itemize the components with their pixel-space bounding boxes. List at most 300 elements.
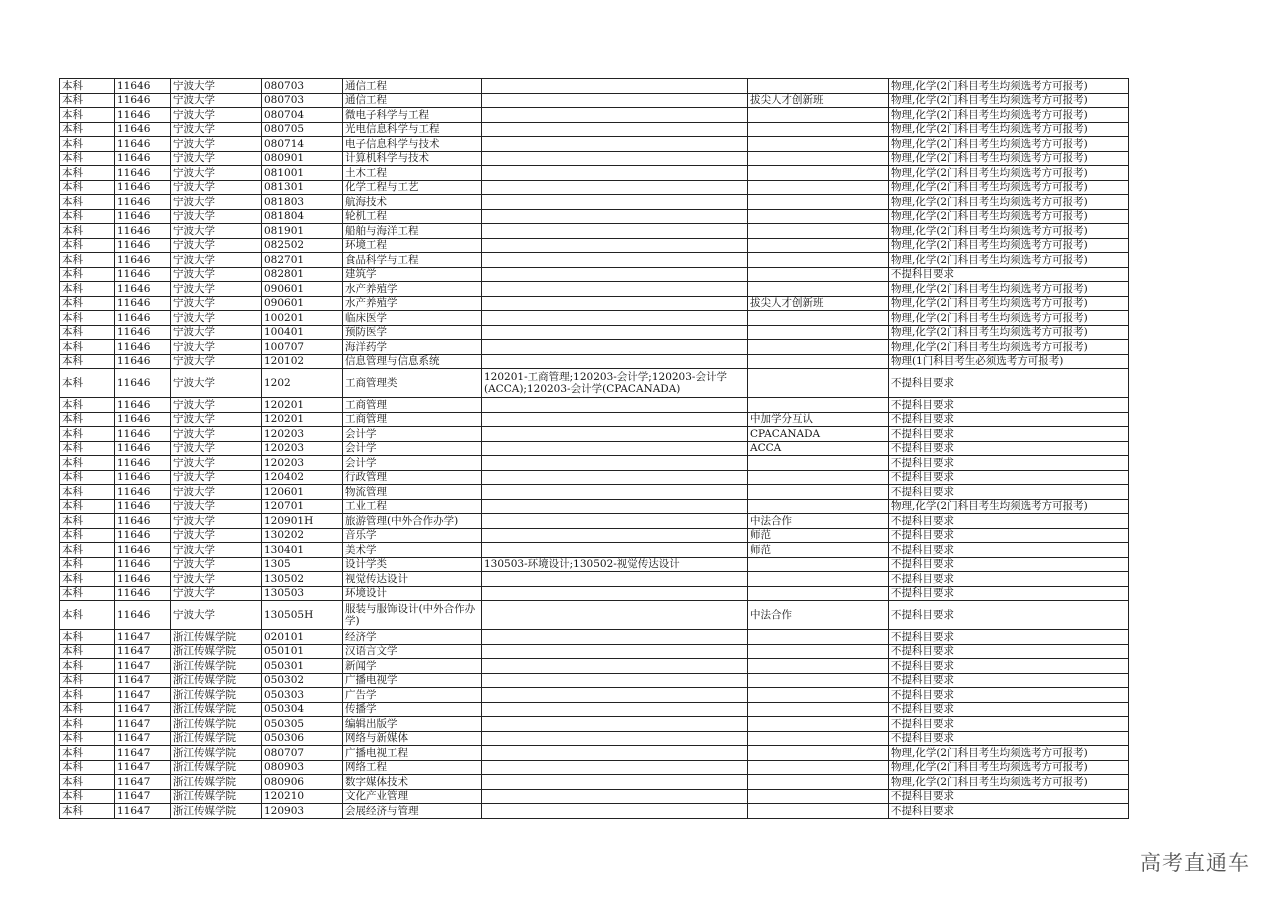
cell-major-code: 081804 [262, 209, 343, 224]
cell-remarks [748, 775, 889, 790]
cell-level: 本科 [60, 122, 115, 137]
cell-school-code: 11647 [115, 789, 171, 804]
cell-major-name: 土木工程 [343, 166, 482, 181]
cell-major-includes: 120201-工商管理;120203-会计学;120203-会计学(ACCA);120203-会计学(CPACANADA) [482, 369, 748, 398]
table-row [60, 195, 1129, 210]
table-row [60, 659, 1129, 674]
cell-school-code: 11646 [115, 354, 171, 369]
cell-school-code: 11646 [115, 166, 171, 181]
cell-subject-requirement: 不提科目要求 [889, 673, 1129, 688]
cell-subject-requirement: 物理,化学(2门科目考生均须选考方可报考) [889, 224, 1129, 239]
cell-remarks [748, 108, 889, 123]
cell-subject-requirement: 不提科目要求 [889, 470, 1129, 485]
cell-major-name: 会计学 [343, 441, 482, 456]
cell-subject-requirement: 不提科目要求 [889, 543, 1129, 558]
cell-level: 本科 [60, 731, 115, 746]
table-row [60, 470, 1129, 485]
cell-school-name: 宁波大学 [171, 456, 262, 471]
cell-school-name: 宁波大学 [171, 209, 262, 224]
cell-level: 本科 [60, 804, 115, 819]
cell-major-code: 120201 [262, 412, 343, 427]
cell-level: 本科 [60, 166, 115, 181]
cell-remarks [748, 166, 889, 181]
cell-major-includes [482, 122, 748, 137]
cell-level: 本科 [60, 485, 115, 500]
cell-remarks [748, 804, 889, 819]
cell-school-code: 11646 [115, 282, 171, 297]
cell-major-includes [482, 325, 748, 340]
cell-level: 本科 [60, 673, 115, 688]
table-row [60, 746, 1129, 761]
cell-major-name: 旅游管理(中外合作办学) [343, 514, 482, 529]
cell-level: 本科 [60, 528, 115, 543]
cell-subject-requirement: 不提科目要求 [889, 267, 1129, 282]
cell-remarks [748, 311, 889, 326]
table-row [60, 267, 1129, 282]
table-row [60, 282, 1129, 297]
cell-school-code: 11646 [115, 267, 171, 282]
cell-subject-requirement: 物理,化学(2门科目考生均须选考方可报考) [889, 282, 1129, 297]
cell-level: 本科 [60, 108, 115, 123]
cell-major-name: 水产养殖学 [343, 296, 482, 311]
cell-school-name: 宁波大学 [171, 427, 262, 442]
cell-school-name: 宁波大学 [171, 557, 262, 572]
table-row [60, 93, 1129, 108]
table-row [60, 340, 1129, 355]
cell-school-name: 宁波大学 [171, 543, 262, 558]
table-row [60, 731, 1129, 746]
cell-remarks [748, 746, 889, 761]
cell-major-name: 工商管理 [343, 412, 482, 427]
cell-major-name: 工商管理 [343, 398, 482, 413]
cell-major-includes [482, 688, 748, 703]
cell-school-code: 11647 [115, 630, 171, 645]
cell-level: 本科 [60, 427, 115, 442]
cell-subject-requirement: 不提科目要求 [889, 572, 1129, 587]
table-row [60, 238, 1129, 253]
cell-level: 本科 [60, 354, 115, 369]
cell-major-code: 120201 [262, 398, 343, 413]
cell-major-code: 130202 [262, 528, 343, 543]
cell-subject-requirement: 物理,化学(2门科目考生均须选考方可报考) [889, 775, 1129, 790]
cell-remarks [748, 557, 889, 572]
cell-school-name: 宁波大学 [171, 151, 262, 166]
cell-school-name: 浙江传媒学院 [171, 702, 262, 717]
cell-remarks [748, 238, 889, 253]
cell-subject-requirement: 物理,化学(2门科目考生均须选考方可报考) [889, 93, 1129, 108]
cell-school-code: 11646 [115, 485, 171, 500]
table-row [60, 456, 1129, 471]
cell-remarks [748, 369, 889, 398]
watermark-logo: 高考直通车 [1140, 851, 1250, 875]
cell-subject-requirement: 物理,化学(2门科目考生均须选考方可报考) [889, 122, 1129, 137]
cell-major-code: 050303 [262, 688, 343, 703]
cell-major-includes [482, 398, 748, 413]
cell-level: 本科 [60, 630, 115, 645]
table-row [60, 789, 1129, 804]
cell-major-code: 100201 [262, 311, 343, 326]
table-row [60, 775, 1129, 790]
cell-school-code: 11646 [115, 456, 171, 471]
cell-school-code: 11646 [115, 151, 171, 166]
cell-school-code: 11646 [115, 572, 171, 587]
cell-school-name: 浙江传媒学院 [171, 688, 262, 703]
cell-school-code: 11646 [115, 224, 171, 239]
cell-major-code: 1202 [262, 369, 343, 398]
cell-subject-requirement: 不提科目要求 [889, 456, 1129, 471]
cell-level: 本科 [60, 311, 115, 326]
cell-school-code: 11646 [115, 340, 171, 355]
cell-subject-requirement: 不提科目要求 [889, 586, 1129, 601]
cell-level: 本科 [60, 267, 115, 282]
cell-remarks [748, 717, 889, 732]
cell-major-name: 计算机科学与技术 [343, 151, 482, 166]
cell-school-code: 11646 [115, 412, 171, 427]
cell-school-name: 浙江传媒学院 [171, 717, 262, 732]
cell-major-name: 会计学 [343, 456, 482, 471]
table-row [60, 557, 1129, 572]
cell-level: 本科 [60, 688, 115, 703]
cell-school-code: 11646 [115, 528, 171, 543]
cell-school-code: 11646 [115, 557, 171, 572]
cell-major-name: 建筑学 [343, 267, 482, 282]
cell-school-code: 11647 [115, 702, 171, 717]
cell-school-code: 11647 [115, 746, 171, 761]
cell-major-includes [482, 528, 748, 543]
cell-major-code: 130505H [262, 601, 343, 630]
cell-school-code: 11646 [115, 398, 171, 413]
cell-school-code: 11646 [115, 209, 171, 224]
cell-major-code: 050304 [262, 702, 343, 717]
cell-major-includes [482, 209, 748, 224]
cell-remarks [748, 702, 889, 717]
cell-school-code: 11646 [115, 195, 171, 210]
cell-level: 本科 [60, 601, 115, 630]
cell-school-code: 11647 [115, 760, 171, 775]
cell-major-code: 120203 [262, 427, 343, 442]
table-row [60, 79, 1129, 94]
cell-level: 本科 [60, 775, 115, 790]
cell-level: 本科 [60, 296, 115, 311]
cell-major-includes [482, 151, 748, 166]
cell-major-name: 微电子科学与工程 [343, 108, 482, 123]
cell-subject-requirement: 物理,化学(2门科目考生均须选考方可报考) [889, 79, 1129, 94]
cell-subject-requirement: 不提科目要求 [889, 485, 1129, 500]
cell-remarks [748, 688, 889, 703]
cell-school-name: 宁波大学 [171, 325, 262, 340]
cell-school-name: 宁波大学 [171, 93, 262, 108]
cell-subject-requirement: 不提科目要求 [889, 514, 1129, 529]
cell-major-includes [482, 514, 748, 529]
cell-remarks [748, 485, 889, 500]
table-row [60, 514, 1129, 529]
cell-major-code: 050302 [262, 673, 343, 688]
cell-major-code: 120903 [262, 804, 343, 819]
cell-major-code: 082502 [262, 238, 343, 253]
cell-subject-requirement: 不提科目要求 [889, 412, 1129, 427]
cell-remarks: 拔尖人才创新班 [748, 296, 889, 311]
table-row [60, 688, 1129, 703]
cell-level: 本科 [60, 282, 115, 297]
cell-major-code: 081901 [262, 224, 343, 239]
cell-subject-requirement: 物理,化学(2门科目考生均须选考方可报考) [889, 166, 1129, 181]
cell-school-name: 宁波大学 [171, 485, 262, 500]
cell-major-name: 新闻学 [343, 659, 482, 674]
cell-major-includes [482, 717, 748, 732]
cell-major-includes [482, 746, 748, 761]
cell-level: 本科 [60, 209, 115, 224]
table-row [60, 427, 1129, 442]
cell-major-name: 电子信息科学与技术 [343, 137, 482, 152]
cell-major-code: 120901H [262, 514, 343, 529]
cell-remarks [748, 267, 889, 282]
table-row [60, 108, 1129, 123]
cell-level: 本科 [60, 224, 115, 239]
cell-school-name: 宁波大学 [171, 514, 262, 529]
cell-remarks [748, 325, 889, 340]
cell-major-code: 080703 [262, 93, 343, 108]
cell-major-includes [482, 311, 748, 326]
cell-major-includes: 130503-环境设计;130502-视觉传达设计 [482, 557, 748, 572]
cell-major-name: 环境工程 [343, 238, 482, 253]
cell-major-code: 130503 [262, 586, 343, 601]
cell-school-name: 浙江传媒学院 [171, 644, 262, 659]
table-row [60, 166, 1129, 181]
cell-school-name: 浙江传媒学院 [171, 746, 262, 761]
cell-remarks [748, 789, 889, 804]
cell-subject-requirement: 不提科目要求 [889, 702, 1129, 717]
table-row [60, 717, 1129, 732]
cell-remarks [748, 195, 889, 210]
cell-major-code: 120203 [262, 456, 343, 471]
cell-major-name: 物流管理 [343, 485, 482, 500]
cell-level: 本科 [60, 746, 115, 761]
cell-major-includes [482, 630, 748, 645]
cell-level: 本科 [60, 412, 115, 427]
table-row [60, 122, 1129, 137]
cell-subject-requirement: 不提科目要求 [889, 688, 1129, 703]
cell-school-name: 浙江传媒学院 [171, 775, 262, 790]
cell-major-name: 会计学 [343, 427, 482, 442]
cell-major-name: 美术学 [343, 543, 482, 558]
cell-remarks [748, 456, 889, 471]
cell-subject-requirement: 不提科目要求 [889, 398, 1129, 413]
cell-major-code: 081803 [262, 195, 343, 210]
cell-remarks [748, 79, 889, 94]
cell-major-includes [482, 775, 748, 790]
cell-school-name: 宁波大学 [171, 238, 262, 253]
cell-subject-requirement: 物理,化学(2门科目考生均须选考方可报考) [889, 253, 1129, 268]
cell-major-name: 预防医学 [343, 325, 482, 340]
cell-school-name: 宁波大学 [171, 224, 262, 239]
cell-major-includes [482, 79, 748, 94]
cell-school-code: 11647 [115, 659, 171, 674]
cell-school-code: 11647 [115, 673, 171, 688]
cell-remarks [748, 224, 889, 239]
cell-school-name: 宁波大学 [171, 340, 262, 355]
cell-school-name: 宁波大学 [171, 79, 262, 94]
cell-major-name: 广告学 [343, 688, 482, 703]
cell-major-name: 视觉传达设计 [343, 572, 482, 587]
cell-school-code: 11646 [115, 514, 171, 529]
cell-subject-requirement: 不提科目要求 [889, 630, 1129, 645]
cell-school-name: 浙江传媒学院 [171, 630, 262, 645]
cell-school-name: 浙江传媒学院 [171, 760, 262, 775]
cell-major-code: 130502 [262, 572, 343, 587]
cell-school-code: 11646 [115, 470, 171, 485]
cell-level: 本科 [60, 180, 115, 195]
cell-remarks [748, 398, 889, 413]
cell-school-code: 11646 [115, 296, 171, 311]
cell-remarks [748, 340, 889, 355]
cell-level: 本科 [60, 557, 115, 572]
cell-remarks: 拔尖人才创新班 [748, 93, 889, 108]
cell-school-name: 宁波大学 [171, 267, 262, 282]
cell-school-code: 11647 [115, 688, 171, 703]
cell-level: 本科 [60, 586, 115, 601]
cell-major-includes [482, 238, 748, 253]
cell-major-name: 服装与服饰设计(中外合作办学) [343, 601, 482, 630]
cell-major-includes [482, 108, 748, 123]
cell-school-code: 11646 [115, 137, 171, 152]
table-row [60, 354, 1129, 369]
table-row [60, 369, 1129, 398]
cell-major-code: 120402 [262, 470, 343, 485]
cell-school-name: 宁波大学 [171, 441, 262, 456]
cell-subject-requirement: 物理,化学(2门科目考生均须选考方可报考) [889, 137, 1129, 152]
cell-major-code: 080703 [262, 79, 343, 94]
admission-table [59, 78, 1129, 819]
cell-level: 本科 [60, 644, 115, 659]
cell-school-code: 11646 [115, 543, 171, 558]
cell-school-code: 11646 [115, 441, 171, 456]
cell-subject-requirement: 不提科目要求 [889, 804, 1129, 819]
cell-school-code: 11646 [115, 325, 171, 340]
cell-school-name: 宁波大学 [171, 398, 262, 413]
cell-major-name: 航海技术 [343, 195, 482, 210]
cell-major-code: 020101 [262, 630, 343, 645]
cell-level: 本科 [60, 514, 115, 529]
cell-major-includes [482, 644, 748, 659]
cell-school-name: 宁波大学 [171, 601, 262, 630]
cell-major-includes [482, 340, 748, 355]
cell-subject-requirement: 物理,化学(2门科目考生均须选考方可报考) [889, 340, 1129, 355]
cell-school-name: 宁波大学 [171, 166, 262, 181]
cell-major-includes [482, 354, 748, 369]
cell-remarks [748, 586, 889, 601]
cell-major-code: 050301 [262, 659, 343, 674]
cell-school-name: 宁波大学 [171, 122, 262, 137]
cell-school-name: 宁波大学 [171, 499, 262, 514]
cell-major-code: 120210 [262, 789, 343, 804]
cell-major-name: 行政管理 [343, 470, 482, 485]
cell-school-name: 宁波大学 [171, 572, 262, 587]
cell-major-code: 080714 [262, 137, 343, 152]
cell-subject-requirement: 不提科目要求 [889, 427, 1129, 442]
cell-school-code: 11646 [115, 253, 171, 268]
cell-major-code: 050101 [262, 644, 343, 659]
cell-level: 本科 [60, 543, 115, 558]
cell-subject-requirement: 不提科目要求 [889, 731, 1129, 746]
cell-level: 本科 [60, 702, 115, 717]
cell-school-name: 宁波大学 [171, 296, 262, 311]
cell-major-includes [482, 673, 748, 688]
cell-school-code: 11647 [115, 717, 171, 732]
cell-major-name: 工商管理类 [343, 369, 482, 398]
cell-remarks: 中法合作 [748, 514, 889, 529]
cell-school-code: 11647 [115, 644, 171, 659]
cell-subject-requirement: 物理,化学(2门科目考生均须选考方可报考) [889, 180, 1129, 195]
cell-school-name: 宁波大学 [171, 528, 262, 543]
cell-major-includes [482, 296, 748, 311]
cell-major-name: 设计学类 [343, 557, 482, 572]
cell-remarks [748, 253, 889, 268]
table-row [60, 441, 1129, 456]
cell-remarks: CPACANADA [748, 427, 889, 442]
cell-remarks [748, 760, 889, 775]
cell-major-code: 082801 [262, 267, 343, 282]
table-row [60, 528, 1129, 543]
cell-remarks [748, 354, 889, 369]
table-row [60, 586, 1129, 601]
table-row [60, 398, 1129, 413]
cell-major-includes [482, 804, 748, 819]
table-row [60, 253, 1129, 268]
cell-level: 本科 [60, 760, 115, 775]
cell-major-name: 编辑出版学 [343, 717, 482, 732]
cell-major-includes [482, 253, 748, 268]
cell-subject-requirement: 物理,化学(2门科目考生均须选考方可报考) [889, 746, 1129, 761]
cell-level: 本科 [60, 340, 115, 355]
cell-remarks [748, 137, 889, 152]
cell-major-code: 120701 [262, 499, 343, 514]
cell-major-name: 广播电视学 [343, 673, 482, 688]
cell-school-name: 宁波大学 [171, 137, 262, 152]
cell-major-includes [482, 137, 748, 152]
cell-school-name: 宁波大学 [171, 180, 262, 195]
cell-subject-requirement: 不提科目要求 [889, 789, 1129, 804]
cell-major-name: 工业工程 [343, 499, 482, 514]
table-row [60, 311, 1129, 326]
cell-level: 本科 [60, 659, 115, 674]
cell-major-code: 080704 [262, 108, 343, 123]
cell-school-code: 11646 [115, 311, 171, 326]
cell-major-name: 轮机工程 [343, 209, 482, 224]
cell-school-code: 11646 [115, 499, 171, 514]
cell-major-name: 数字媒体技术 [343, 775, 482, 790]
table-row [60, 673, 1129, 688]
cell-school-code: 11646 [115, 79, 171, 94]
cell-major-code: 050305 [262, 717, 343, 732]
cell-major-name: 传播学 [343, 702, 482, 717]
cell-school-name: 浙江传媒学院 [171, 731, 262, 746]
cell-remarks: 师范 [748, 543, 889, 558]
cell-subject-requirement: 物理(1门科目考生必须选考方可报考) [889, 354, 1129, 369]
cell-major-name: 网络与新媒体 [343, 731, 482, 746]
cell-major-name: 水产养殖学 [343, 282, 482, 297]
cell-remarks [748, 572, 889, 587]
cell-remarks [748, 673, 889, 688]
cell-school-name: 宁波大学 [171, 470, 262, 485]
cell-major-code: 081001 [262, 166, 343, 181]
cell-major-name: 船舶与海洋工程 [343, 224, 482, 239]
cell-major-code: 090601 [262, 282, 343, 297]
cell-subject-requirement: 物理,化学(2门科目考生均须选考方可报考) [889, 195, 1129, 210]
cell-remarks [748, 499, 889, 514]
cell-school-name: 浙江传媒学院 [171, 673, 262, 688]
cell-remarks [748, 630, 889, 645]
cell-school-name: 浙江传媒学院 [171, 789, 262, 804]
